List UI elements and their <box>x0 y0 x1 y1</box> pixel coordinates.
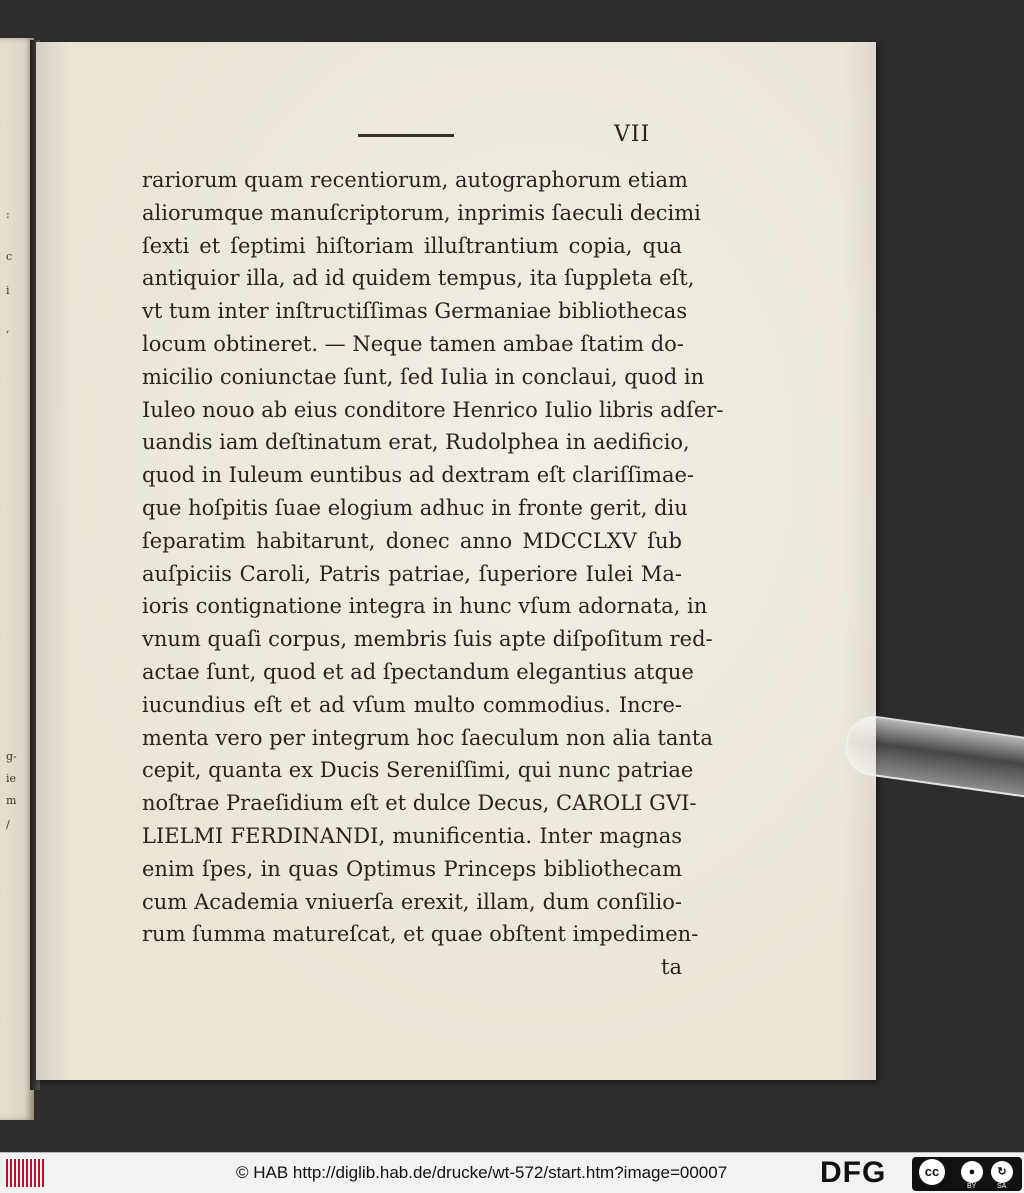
catchword: ta <box>661 955 682 980</box>
footer-bar <box>0 1152 1024 1193</box>
by-icon: ● <box>961 1161 983 1183</box>
edge-mark: g- <box>6 750 17 763</box>
text-line: micilio coniunctae ſunt, ſed Iulia in conclaui, quod in <box>142 364 705 389</box>
text-line: vt tum inter inſtructiſſimas Germaniae bibliothecas <box>142 299 688 324</box>
text-line: ſeparatim habitarunt, donec anno MDCCLXV ſub <box>142 528 682 553</box>
source-link[interactable]: © HAB http://diglib.hab.de/drucke/wt-572/start.htm?image=00007 <box>236 1163 728 1182</box>
by-label: BY <box>967 1183 977 1190</box>
text-line: menta vero per integrum hoc ſaeculum non alia tanta <box>142 725 713 750</box>
text-line: locum obtineret. — Neque tamen ambae ſtatim do- <box>142 331 684 356</box>
edge-mark: / <box>6 818 10 831</box>
text-line: quod in Iuleum euntibus ad dextram eſt clariſſimae- <box>142 463 694 488</box>
header-rule <box>358 134 454 137</box>
text-line: iucundius eſt et ad vſum multo commodius. Incre- <box>142 692 682 717</box>
page-number: VII <box>614 122 651 147</box>
text-line: que hoſpitis ſuae elogium adhuc in fronte gerit, diu <box>142 495 688 520</box>
edge-mark: c <box>6 250 13 263</box>
edge-mark: m <box>6 794 17 807</box>
text-line: rariorum quam recentiorum, autographorum etiam <box>142 168 688 192</box>
text-line: ſexti et ſeptimi hiſtoriam illuſtrantium copia, qua <box>142 233 682 258</box>
text-line: actae ſunt, quod et ad ſpectandum elegantius atque <box>142 659 694 684</box>
body-text <box>142 164 724 984</box>
sa-icon: ↻ <box>991 1161 1013 1183</box>
text-line: noſtrae Praeſidium eſt et dulce Decus, CAROLI GVI- <box>142 791 697 816</box>
cc-icon: cc <box>919 1159 945 1185</box>
text-line: aliorumque manuſcriptorum, inprimis ſaeculi decimi <box>142 200 701 225</box>
edge-mark: i <box>6 284 10 297</box>
text-line: antiquior illa, ad id quidem tempus, ita ſuppleta eſt, <box>142 266 695 291</box>
facing-page-edge <box>0 38 34 1120</box>
edge-mark: , <box>6 322 10 335</box>
text-line: enim ſpes, in quas Optimus Princeps bibliothecam <box>142 856 682 881</box>
dfg-logo: DFG <box>820 1156 887 1189</box>
text-line: LIELMI FERDINANDI, munificentia. Inter magnas <box>142 823 682 848</box>
text-line: cum Academia vniuerſa erexit, illam, dum conſilio- <box>142 889 682 914</box>
text-line: ioris contignatione integra in hunc vſum adornata, in <box>142 594 708 619</box>
text-line: uandis iam deſtinatum erat, Rudolphea in aedificio, <box>142 430 690 455</box>
text-line: rum ſumma matureſcat, et quae obſtent impedimen- <box>142 922 699 947</box>
text-line: auſpiciis Caroli, Patris patriae, ſuperiore Iulei Ma- <box>142 561 682 586</box>
barcode-icon <box>6 1159 46 1187</box>
text-line: Iuleo nouo ab eius conditore Henrico Iulio libris adſer- <box>142 397 724 422</box>
edge-mark: : <box>6 208 10 221</box>
edge-mark: ie <box>6 772 17 785</box>
sa-label: SA <box>997 1183 1007 1190</box>
text-line: cepit, quanta ex Ducis Sereniſſimi, qui nunc patriae <box>142 758 694 783</box>
text-line: vnum quaſi corpus, membris ſuis apte diſpoſitum red- <box>142 627 713 652</box>
cc-license-badge[interactable] <box>912 1157 1022 1191</box>
book-page <box>36 42 876 1080</box>
